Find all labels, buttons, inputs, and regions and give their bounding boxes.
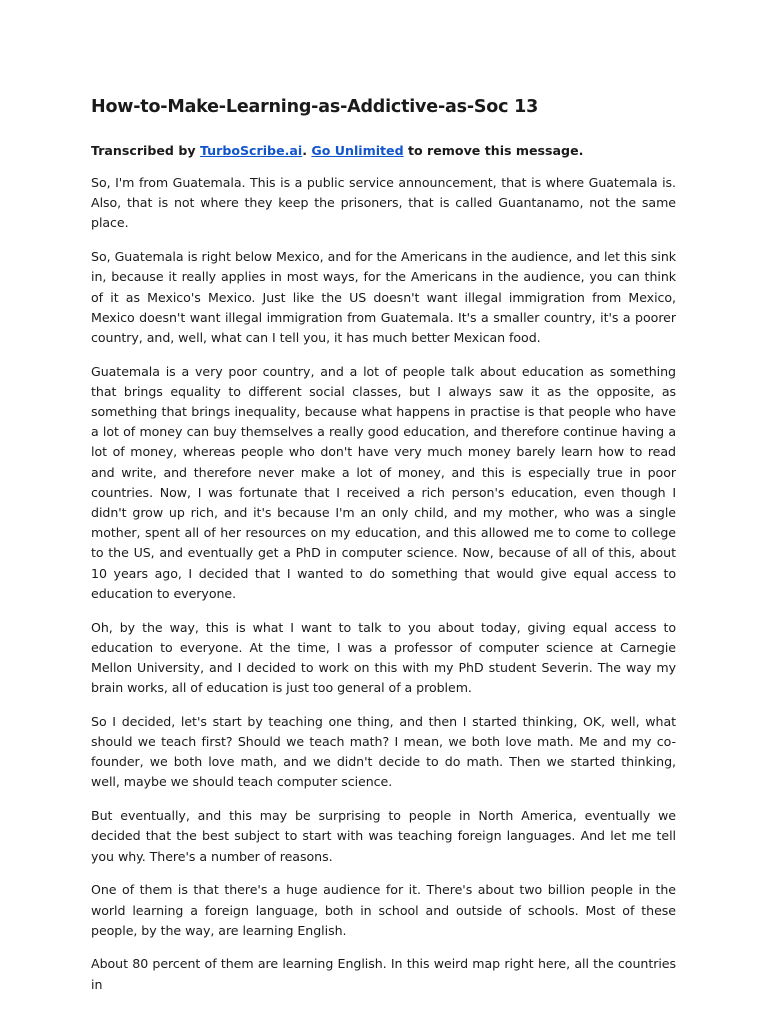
paragraph: So, Guatemala is right below Mexico, and for the Americans in the audience, and let this sink in, because it really applies in most ways, for the Americans in the audience, you can think of it as Mexico's Mexico. Just like the US doesn't want illegal immigration from Mexico, Mexico doesn't want illegal immigration from Guatemala. It's a smaller country, it's a poorer country, and, well, what can I tell you, it has much better Mexican food.: [91, 249, 676, 345]
paragraph: So I decided, let's start by teaching one thing, and then I started thinking, OK, well, what should we teach first? Should we teach math? I mean, we both love math. Me and my co-founder, we both love math, and we didn't decide to do math. Then we started thinking, well, maybe we should teach computer science.: [91, 713, 676, 790]
paragraph: Oh, by the way, this is what I want to talk to you about today, giving equal access to education to everyone. At the time, I was a professor of computer science at Carnegie Mellon University, and I decided to work on this with my PhD student Severin. The way my brain works, all of education is just too general of a problem.: [91, 619, 676, 696]
paragraph: So, I'm from Guatemala. This is a public service announcement, that is where Guatemala is. Also, that is not where they keep the prisoners, that is called Guantanamo, not the same place.: [91, 175, 676, 231]
paragraph: One of them is that there's a huge audience for it. There's about two billion people in the world learning a foreign language, both in school and outside of schools. Most of these people, by the way, are learning English.: [91, 882, 676, 938]
paragraph: About 80 percent of them are learning English. In this weird map right here, all the countries in: [91, 956, 676, 992]
document-title: How-to-Make-Learning-as-Addictive-as-Soc 13: [91, 97, 539, 117]
transcription-notice: [91, 141, 676, 161]
notice-prefix: Transcribed by: [91, 143, 200, 158]
go-unlimited-link[interactable]: Go Unlimited: [311, 143, 404, 158]
notice-suffix: to remove this message.: [403, 143, 584, 158]
notice-mid: .: [302, 143, 312, 158]
turboscribe-link[interactable]: TurboScribe.ai: [199, 143, 303, 158]
paragraph: But eventually, and this may be surprising to people in North America, eventually we decided that the best subject to start with was teaching foreign languages. And let me tell you why. There's a number of reasons.: [91, 808, 676, 864]
paragraph: Guatemala is a very poor country, and a lot of people talk about education as something that brings equality to different social classes, but I always saw it as the opposite, as something that brings inequality, because what happens in practise is that people who have a lot of money can buy themselves a really good education, and therefore continue having a lot of money, whereas people who don't have very much money barely learn how to read and write, and therefore never make a lot of money, and this is especially true in poor countries. Now, I was fortunate that I received a rich person's education, even though I didn't grow up rich, and it's because I'm an only child, and my mother, who was a single mother, spent all of her resources on my education, and this allowed me to come to college to the US, and eventually get a PhD in computer science. Now, because of all of this, about 10 years ago, I decided that I wanted to do something that would give equal access to education to everyone.: [91, 363, 676, 601]
